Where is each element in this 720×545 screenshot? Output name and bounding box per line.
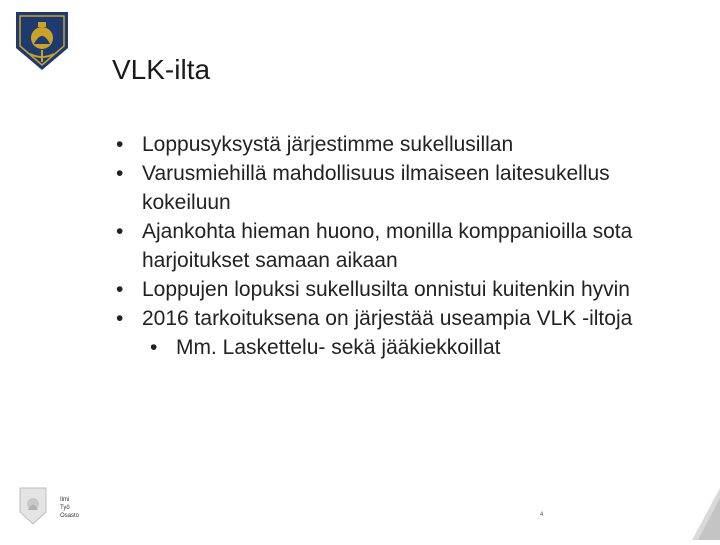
bullet-item: • Loppusyksystä järjestimme sukellusillan: [112, 130, 692, 159]
footer-emblem-icon: [18, 486, 48, 526]
bullet-item: • Ajankohta hieman huono, monilla komppanioilla sota harjoitukset samaan aikaan: [112, 217, 692, 275]
bullet-list: [112, 130, 692, 362]
footer-line: Ilmi: [60, 497, 70, 503]
bullet-item: • Varusmiehillä mahdollisuus ilmaiseen laitesukellus kokeiluun: [112, 159, 692, 217]
footer-text: [60, 496, 79, 520]
page-number: 4: [540, 512, 544, 518]
corner-decoration: [692, 488, 720, 540]
slide-title: VLK-ilta: [112, 54, 211, 85]
navy-emblem-icon: [12, 8, 72, 74]
sub-bullet-item: • Mm. Laskettelu- sekä jääkiekkoillat: [112, 333, 692, 362]
bullet-item: • 2016 tarkoituksena on järjestää useampia VLK -iltoja: [112, 304, 692, 333]
footer-line: Työ: [60, 505, 70, 511]
bullet-item: • Loppujen lopuksi sukellusilta onnistui kuitenkin hyvin: [112, 275, 692, 304]
footer-line: Osasto: [60, 513, 80, 519]
